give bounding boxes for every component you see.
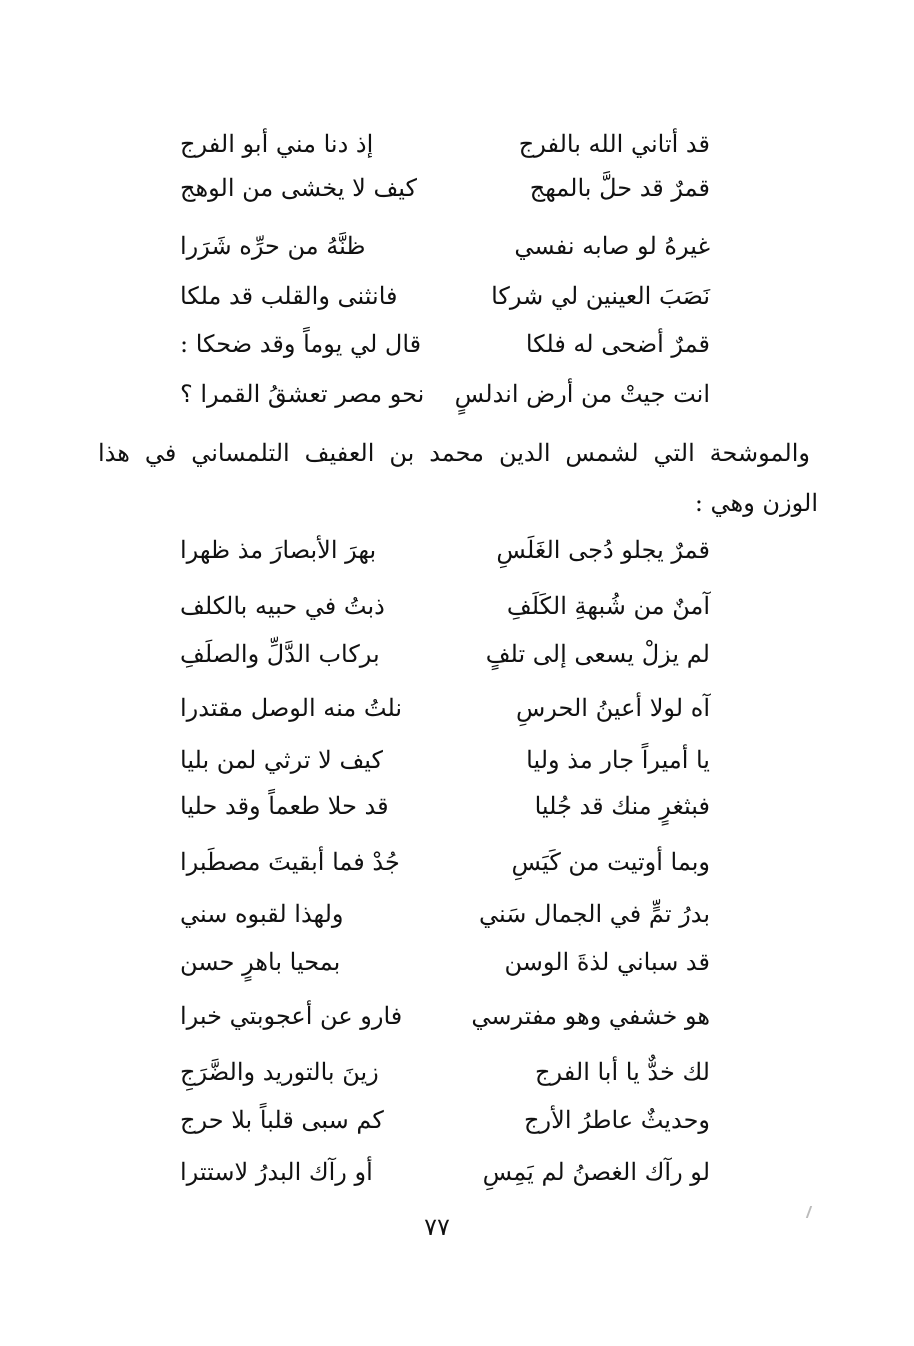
verse-first-hemistich: لو رآك الغصنُ لم يَمِسِ [482,1158,710,1186]
verse-second-hemistich: بركاب الدَّلِّ والصلَفِ [180,640,380,668]
verse-line [180,322,710,366]
verse-line [180,940,710,984]
verse-second-hemistich: أو رآك البدرُ لاستترا [180,1158,373,1186]
verse-second-hemistich: نحو مصر تعشقُ القمرا ؟ [180,380,425,408]
verse-first-hemistich: آمنٌ من شُبهةِ الكَلَفِ [506,592,710,620]
verse-first-hemistich: هو خشفي وهو مفترسي [471,1002,710,1030]
verse-first-hemistich: نَصَبَ العينين لي شركا [491,282,710,310]
verse-first-hemistich: قمرٌ قد حلَّ بالمهج [529,174,710,202]
verse-first-hemistich: وبما أوتيت من كَيَسِ [511,848,710,876]
verse-line [180,632,710,676]
verse-second-hemistich: كيف لا ترثي لمن بليا [180,746,383,774]
verse-line [180,738,710,782]
verse-second-hemistich: كيف لا يخشى من الوهج [180,174,417,202]
verse-line [180,1050,710,1094]
verse-first-hemistich: قد أتاني الله بالفرج [518,130,710,158]
verse-second-hemistich: فانثنى والقلب قد ملكا [180,282,398,310]
verse-second-hemistich: بمحيا باهرٍ حسن [180,948,341,976]
verse-first-hemistich: قد سباني لذةَ الوسن [504,948,710,976]
verse-first-hemistich: قمرٌ أضحى له فلكا [525,330,710,358]
prose-line: الوزن وهي : [694,489,818,517]
scan-mark [806,1206,816,1218]
verse-second-hemistich: فارو عن أعجوبتي خبرا [180,1002,403,1030]
verse-line [180,274,710,318]
verse-first-hemistich: وحديثٌ عاطرُ الأرج [524,1106,710,1134]
verse-line [180,528,710,572]
verse-second-hemistich: نلتُ منه الوصل مقتدرا [180,694,403,722]
verse-line [180,1150,710,1194]
verse-line [180,840,710,884]
verse-second-hemistich: ظنَّهُ من حرِّه شَرَرا [180,232,366,260]
verse-line [180,166,710,210]
verse-line [180,372,710,416]
verse-second-hemistich: قد حلا طعماً وقد حليا [180,792,389,820]
verse-line [180,224,710,268]
prose-line: والموشحة التي لشمس الدين محمد بن العفيف التلمساني في هذا [98,439,810,467]
verse-line [180,892,710,936]
verse-first-hemistich: قمرٌ يجلو دُجى الغَلَسِ [496,536,710,564]
verse-second-hemistich: ولهذا لقبوه سني [180,900,344,928]
verse-first-hemistich: فبثغرٍ منك قد جُليا [534,792,710,820]
verse-line [180,686,710,730]
verse-line [180,784,710,828]
verse-line [180,994,710,1038]
verse-line [180,1098,710,1142]
verse-first-hemistich: لم يزلْ يسعى إلى تلفٍ [485,640,710,668]
verse-second-hemistich: زينَ بالتوريد والضَّرَجِ [180,1058,379,1086]
verse-line [180,122,710,166]
verse-second-hemistich: جُدْ فما أبقيتَ مصطَبرا [180,848,400,876]
verse-first-hemistich: انت جيتْ من أرض اندلسٍ [454,380,710,408]
page-number: ٧٧ [424,1213,450,1241]
verse-first-hemistich: لك خدٌّ يا أبا الفرج [535,1058,710,1086]
verse-second-hemistich: كم سبى قلباً بلا حرج [180,1106,384,1134]
verse-second-hemistich: ذبتُ في حبيه بالكلف [180,592,385,620]
verse-second-hemistich: بهرَ الأبصارَ مذ ظهرا [180,536,377,564]
verse-first-hemistich: آه لولا أعينُ الحرسِ [515,694,710,722]
prose-paragraph [98,428,818,528]
verse-line [180,584,710,628]
verse-second-hemistich: إذ دنا مني أبو الفرج [180,130,374,158]
verse-first-hemistich: يا أميراً جار مذ وليا [526,746,710,774]
verse-first-hemistich: غيرهُ لو صابه نفسي [514,232,710,260]
verse-second-hemistich: قال لي يوماً وقد ضحكا : [180,330,422,358]
verse-first-hemistich: بدرُ تمٍّ في الجمال سَني [479,900,710,928]
